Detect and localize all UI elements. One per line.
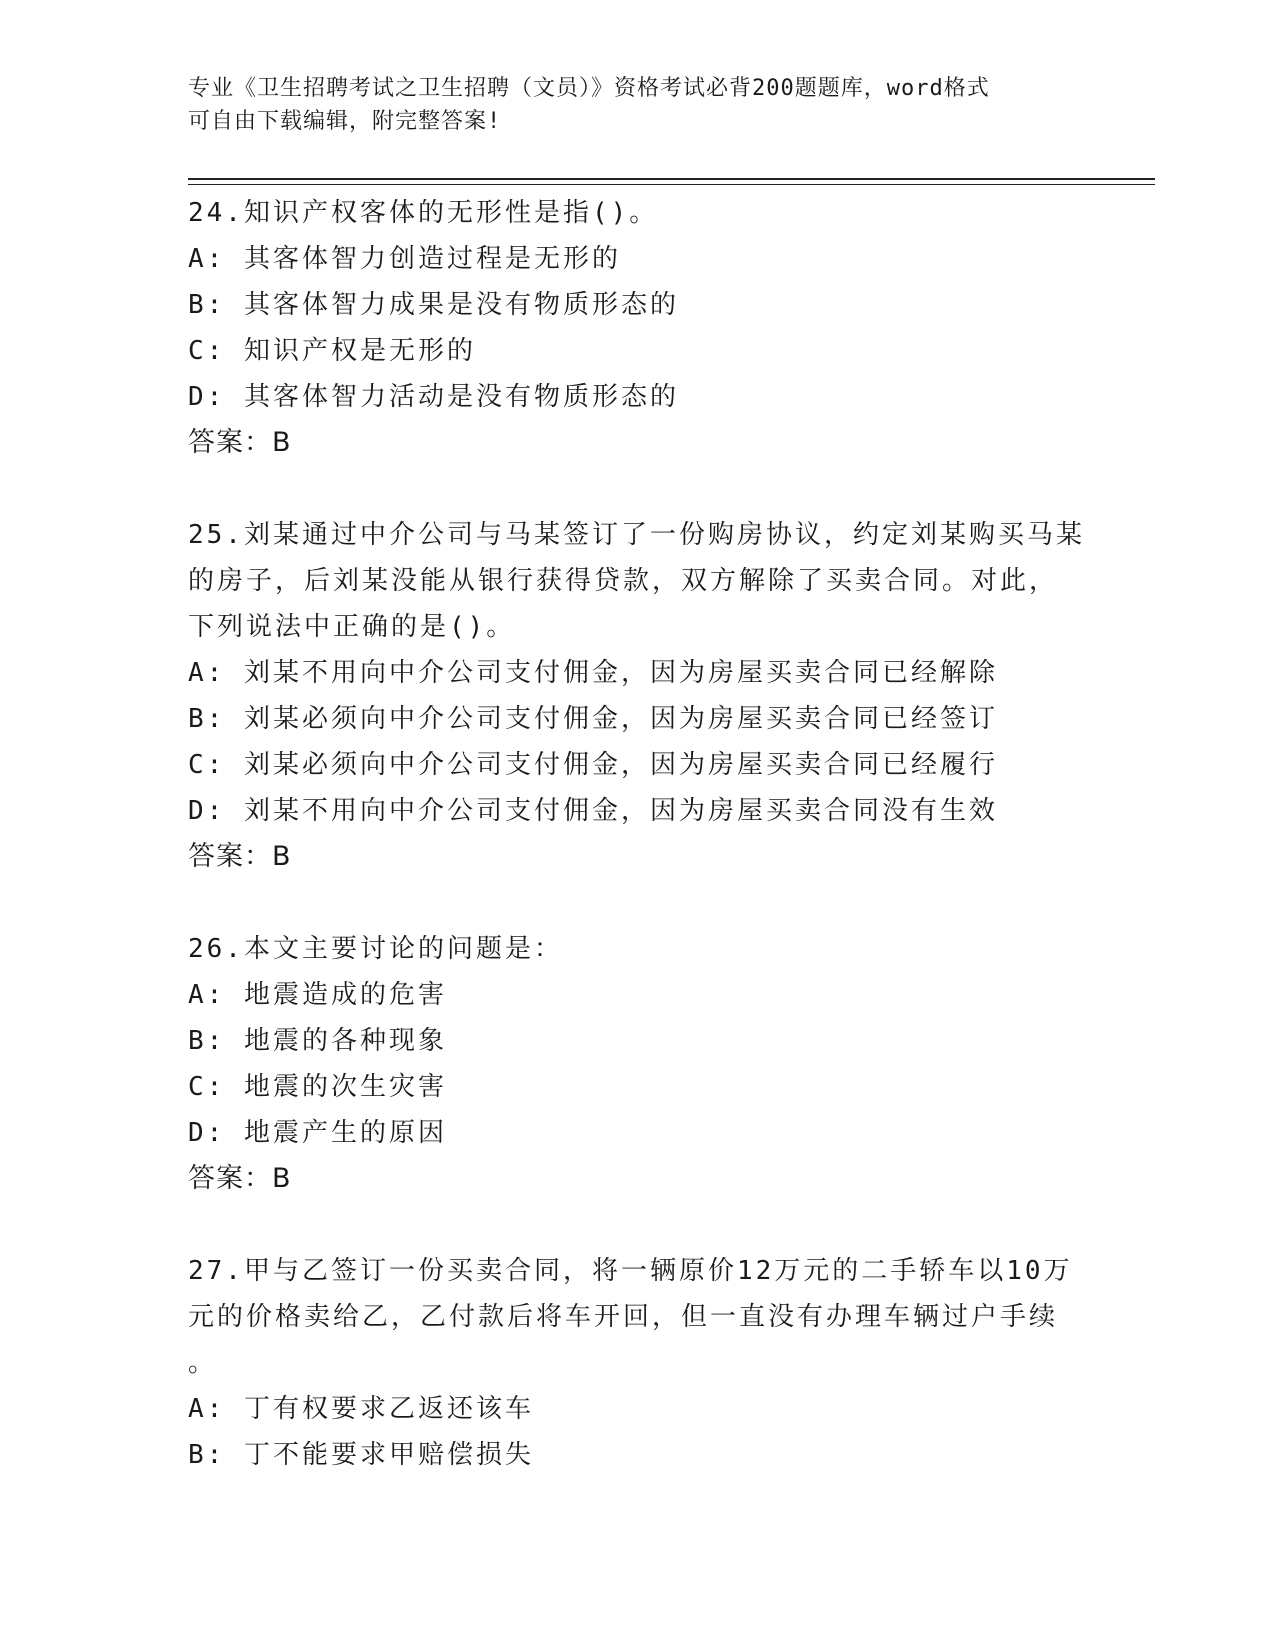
document-header <box>188 72 1088 138</box>
header-line: 专业《卫生招聘考试之卫生招聘（文员）》资格考试必背200题题库，word格式 <box>188 76 990 101</box>
question-stem: 。 <box>188 1348 218 1378</box>
option-d: D: 地震产生的原因 <box>188 1118 447 1148</box>
answer: 答案：B <box>188 427 292 458</box>
question-25 <box>188 512 1128 880</box>
question-stem: 27.甲与乙签订一份买卖合同，将一辆原价12万元的二手轿车以10万 <box>188 1256 1073 1286</box>
option-a: A: 其客体智力创造过程是无形的 <box>188 244 621 274</box>
question-stem: 下列说法中正确的是()。 <box>188 612 516 642</box>
question-24 <box>188 190 1128 466</box>
header-line: 可自由下载编辑，附完整答案! <box>188 109 502 134</box>
option-a: A: 丁有权要求乙返还该车 <box>188 1394 534 1424</box>
option-b: B: 刘某必须向中介公司支付佣金，因为房屋买卖合同已经签订 <box>188 704 998 734</box>
question-stem: 元的价格卖给乙，乙付款后将车开回，但一直没有办理车辆过户手续 <box>188 1302 1059 1332</box>
question-26 <box>188 926 1128 1202</box>
option-c: C: 知识产权是无形的 <box>188 336 476 366</box>
question-27 <box>188 1248 1128 1478</box>
header-rule <box>188 184 1155 185</box>
question-stem: 的房子，后刘某没能从银行获得贷款，双方解除了买卖合同。对此， <box>188 566 1059 596</box>
option-a: A: 地震造成的危害 <box>188 980 447 1010</box>
question-stem: 26.本文主要讨论的问题是： <box>188 934 563 964</box>
option-b: B: 地震的各种现象 <box>188 1026 447 1056</box>
question-list <box>188 190 1128 1524</box>
question-stem: 25.刘某通过中介公司与马某签订了一份购房协议，约定刘某购买马某 <box>188 520 1085 550</box>
question-stem: 24.知识产权客体的无形性是指()。 <box>188 198 659 228</box>
option-d: D: 其客体智力活动是没有物质形态的 <box>188 382 679 412</box>
option-b: B: 丁不能要求甲赔偿损失 <box>188 1440 534 1470</box>
header-rule <box>188 178 1155 180</box>
answer: 答案：B <box>188 841 292 872</box>
option-b: B: 其客体智力成果是没有物质形态的 <box>188 290 679 320</box>
option-a: A: 刘某不用向中介公司支付佣金，因为房屋买卖合同已经解除 <box>188 658 998 688</box>
option-d: D: 刘某不用向中介公司支付佣金，因为房屋买卖合同没有生效 <box>188 796 998 826</box>
option-c: C: 刘某必须向中介公司支付佣金，因为房屋买卖合同已经履行 <box>188 750 998 780</box>
answer: 答案：B <box>188 1163 292 1194</box>
option-c: C: 地震的次生灾害 <box>188 1072 447 1102</box>
